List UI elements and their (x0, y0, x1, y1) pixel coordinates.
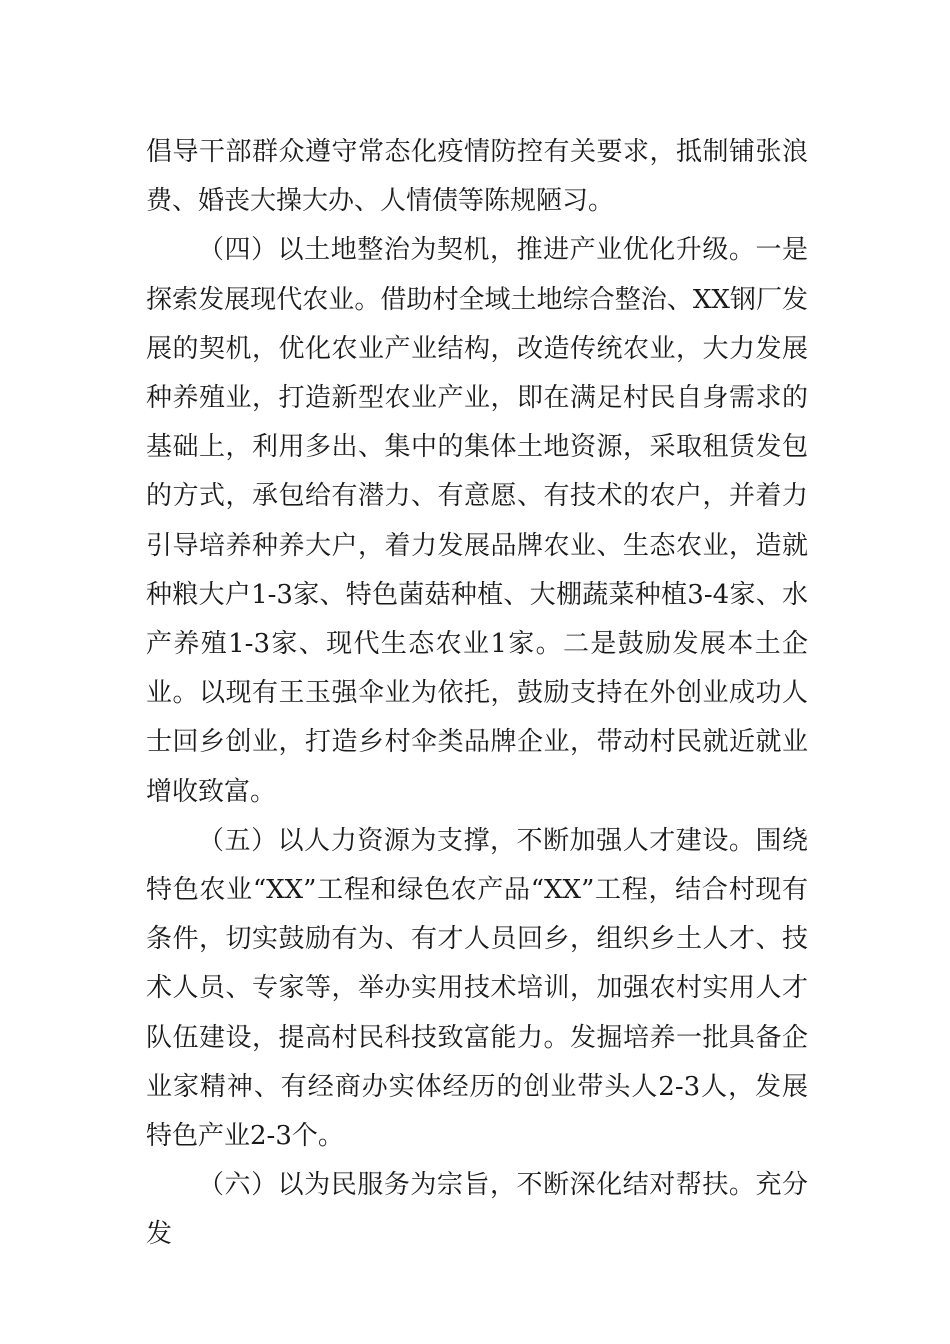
paragraph-section-six-service: （六）以为民服务为宗旨，不断深化结对帮扶。充分发 (146, 1170, 808, 1250)
paragraph-section-five-talent: （五）以人力资源为支撑，不断加强人才建设。围绕特色农业“XX”工程和绿色农产品“XX”工程，结合村现有条件，切实鼓励有为、有才人员回乡，组织乡土人才、技术人员、专家等，举办实用技术培训，加强农村实用人才队伍建设，提高村民科技致富能力。发掘培养一批具备企业家精神、有经商办实体经历的创业带头人2-3人，发展特色产业2-3个。 (146, 825, 808, 1152)
paragraph-customs: 倡导干部群众遵守常态化疫情防控有关要求，抵制铺张浪费、婚丧大操大办、人情债等陈规陋习。 (146, 137, 808, 217)
paragraph-section-four-industry: （四）以土地整治为契机，推进产业优化升级。一是探索发展现代农业。借助村全域土地综合整治、XX钢厂发展的契机，优化农业产业结构，改造传统农业，大力发展种养殖业，打造新型农业产业，即在满足村民自身需求的基础上，利用多出、集中的集体土地资源，采取租赁发包的方式，承包给有潜力、有意愿、有技术的农户，并着力引导培养种养大户，着力发展品牌农业、生态农业，造就种粮大户1-3家、特色菌菇种植、大棚蔬菜种植3-4家、水产养殖1-3家、现代生态农业1家。二是鼓励发展本土企业。以现有王玉强伞业为依托，鼓励支持在外创业成功人士回乡创业，打造乡村伞类品牌企业，带动村民就近就业增收致富。 (146, 235, 808, 807)
document-body (146, 128, 808, 1260)
